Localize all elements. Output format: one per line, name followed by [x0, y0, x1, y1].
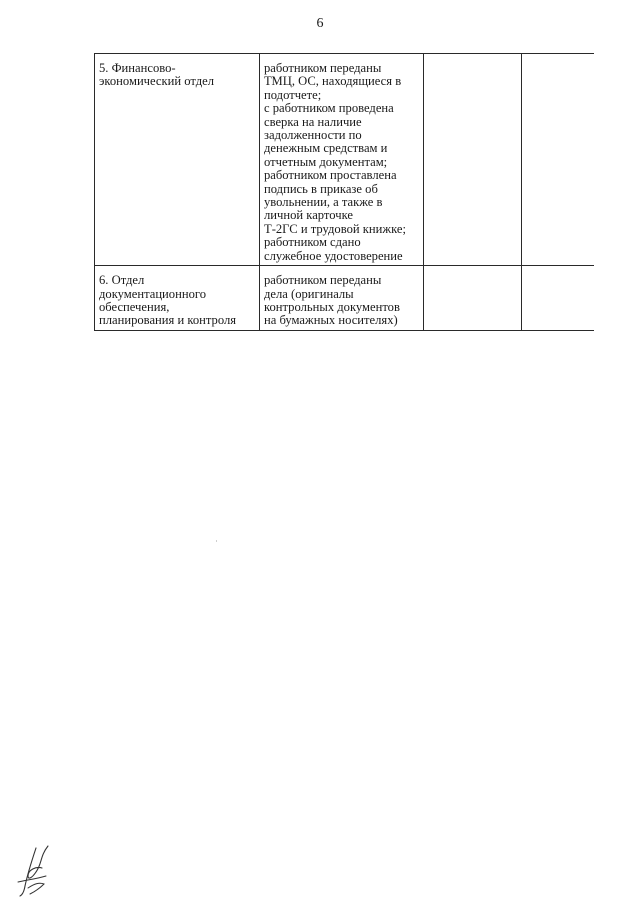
- requirement-line: на бумажных носителях): [264, 313, 398, 328]
- requirement-line: работником проставлена: [264, 168, 397, 183]
- empty-cell: [522, 54, 595, 266]
- requirement-line: контрольных документов: [264, 299, 400, 314]
- department-cell: [95, 54, 260, 266]
- requirement-line: подотчете;: [264, 87, 322, 102]
- empty-cell: [424, 266, 522, 331]
- requirement-line: сверка на наличие: [264, 114, 362, 129]
- approval-table: [94, 53, 594, 331]
- requirement-line: ТМЦ, ОС, находящиеся в: [264, 74, 402, 89]
- empty-cell: [522, 266, 595, 331]
- requirement-line: дела (оригиналы: [264, 286, 354, 301]
- department-line: планирования и контроля: [99, 313, 237, 328]
- page-number: 6: [316, 16, 324, 31]
- requirements-cell: [260, 266, 424, 331]
- requirement-line: увольнении, а также в: [264, 195, 383, 210]
- requirements-cell: [260, 54, 424, 266]
- scan-speck: [216, 540, 217, 542]
- requirement-line: работником переданы: [264, 273, 382, 288]
- department-line: обеспечения,: [99, 299, 170, 314]
- department-line: документационного: [99, 286, 207, 301]
- requirement-line: денежным средствам и: [264, 141, 388, 156]
- department-line: 6. Отдел: [99, 273, 145, 288]
- table-row: [95, 54, 595, 266]
- requirement-line: Т-2ГС и трудовой книжке;: [264, 221, 406, 236]
- signature-initials: [6, 842, 62, 898]
- department-cell: [95, 266, 260, 331]
- requirement-line: работником сдано: [264, 235, 361, 250]
- department-line: 5. Финансово-: [99, 61, 176, 75]
- requirement-line: работником переданы: [264, 61, 382, 75]
- requirement-line: служебное удостоверение: [264, 248, 403, 263]
- requirement-line: личной карточке: [264, 208, 353, 223]
- department-line: экономический отдел: [99, 74, 215, 89]
- requirement-line: с работником проведена: [264, 101, 394, 116]
- requirement-line: задолженности по: [264, 128, 362, 143]
- requirement-line: отчетным документам;: [264, 154, 388, 169]
- table-row: [95, 266, 595, 331]
- empty-cell: [424, 54, 522, 266]
- requirement-line: подпись в приказе об: [264, 181, 378, 196]
